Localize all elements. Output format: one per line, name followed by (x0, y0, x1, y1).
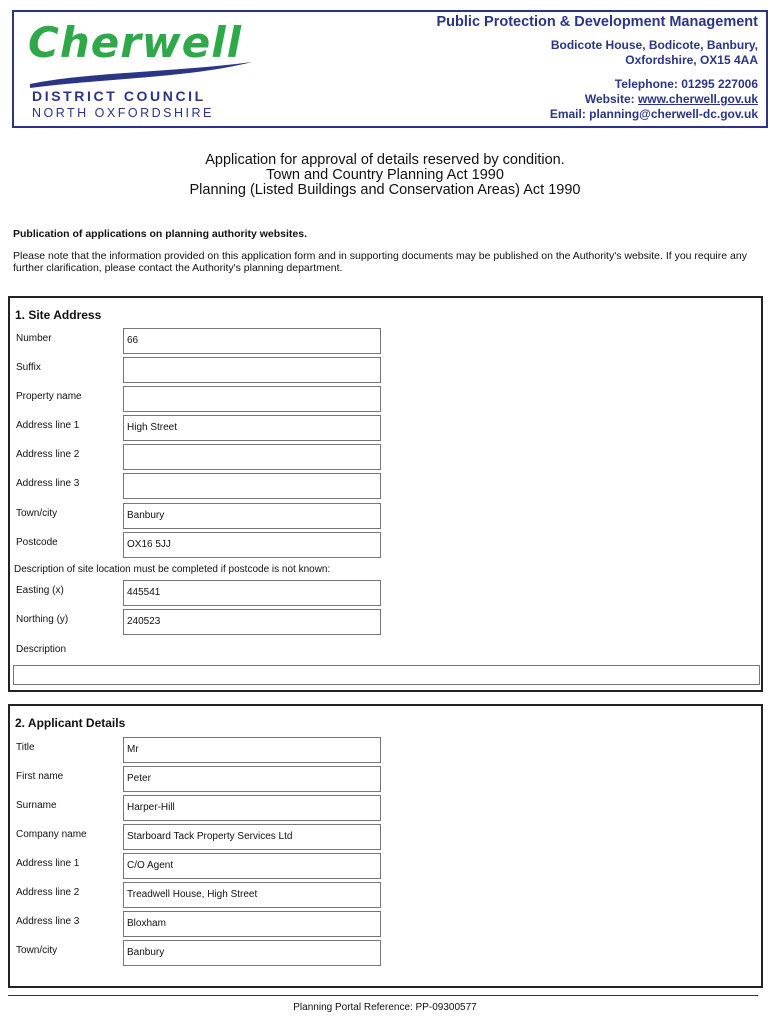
field-row (10, 766, 761, 792)
field-label: First name (16, 771, 64, 782)
field-label: Northing (y) (16, 614, 69, 625)
field-label: Address line 1 (16, 420, 80, 431)
property-name-field[interactable] (123, 386, 381, 412)
field-label: Address line 3 (16, 478, 80, 489)
field-label: Address line 2 (16, 449, 80, 460)
applicant-details-section (8, 704, 763, 988)
field-label: Postcode (16, 537, 58, 548)
field-row (10, 824, 761, 850)
field-label: Company name (16, 829, 87, 840)
company-name-field[interactable]: Starboard Tack Property Services Ltd (123, 824, 381, 850)
title-line-2: Town and Country Planning Act 1990 (266, 167, 504, 183)
document-title (0, 153, 770, 198)
address-line-1-field[interactable]: High Street (123, 415, 381, 441)
applicant-address-line-3-field[interactable]: Bloxham (123, 911, 381, 937)
field-label: Address line 3 (16, 916, 80, 927)
description-field[interactable] (13, 665, 760, 685)
field-row (10, 609, 761, 635)
address-line-3-field[interactable] (123, 473, 381, 499)
cherwell-logo: Cherwell (28, 18, 243, 67)
field-row (10, 415, 761, 441)
field-row (10, 911, 761, 937)
field-label: Town/city (16, 945, 58, 956)
easting-field[interactable]: 445541 (123, 580, 381, 606)
publication-text: Please note that the information provided on this application form and in supporting documents may be published on the Authority's website. If you require any further clarification, please contact the Authority's planning department. (13, 250, 747, 274)
section-title: 2. Applicant Details (15, 716, 126, 730)
applicant-address-line-2-field[interactable]: Treadwell House, High Street (123, 882, 381, 908)
field-label: Address line 2 (16, 887, 80, 898)
field-row (10, 444, 761, 470)
field-label: Town/city (16, 508, 58, 519)
applicant-town-city-field[interactable]: Banbury (123, 940, 381, 966)
letterhead (12, 10, 768, 128)
field-row (10, 580, 761, 606)
field-label: Title (16, 742, 35, 753)
first-name-field[interactable]: Peter (123, 766, 381, 792)
northing-field[interactable]: 240523 (123, 609, 381, 635)
address-line-2-field[interactable] (123, 444, 381, 470)
department-name: Public Protection & Development Management (436, 14, 758, 30)
website-line (437, 92, 758, 107)
field-label: Suffix (16, 362, 41, 373)
logo-district-council: DISTRICT COUNCIL (32, 88, 206, 104)
number-field[interactable]: 66 (123, 328, 381, 354)
field-row (10, 853, 761, 879)
title-field[interactable]: Mr (123, 737, 381, 763)
website-link[interactable]: www.cherwell.gov.uk (637, 92, 758, 106)
town-city-field[interactable]: Banbury (123, 503, 381, 529)
field-row (10, 503, 761, 529)
telephone: Telephone: 01295 227006 (614, 77, 758, 91)
location-note: Description of site location must be completed if postcode is not known: (14, 564, 331, 575)
field-row (10, 386, 761, 412)
field-row (10, 882, 761, 908)
contact-block (437, 14, 758, 122)
field-row (10, 795, 761, 821)
field-label: Property name (16, 391, 82, 402)
logo-north-oxfordshire: NORTH OXFORDSHIRE (32, 106, 214, 120)
field-label: Easting (x) (16, 585, 64, 596)
title-line-3: Planning (Listed Buildings and Conservation Areas) Act 1990 (189, 182, 581, 198)
field-row (10, 532, 761, 558)
field-row (10, 473, 761, 499)
portal-reference: Planning Portal Reference: PP-09300577 (293, 1002, 477, 1013)
address-line-2: Oxfordshire, OX15 4AA (625, 53, 758, 67)
field-label: Surname (16, 800, 57, 811)
publication-heading: Publication of applications on planning authority websites. (13, 228, 308, 240)
description-label: Description (16, 644, 67, 655)
field-row (10, 940, 761, 966)
site-address-section (8, 296, 763, 692)
website-label: Website: (584, 92, 638, 106)
postcode-field[interactable]: OX16 5JJ (123, 532, 381, 558)
field-label: Address line 1 (16, 858, 80, 869)
field-row (10, 737, 761, 763)
address-line-1: Bodicote House, Bodicote, Banbury, (550, 38, 758, 52)
email: Email: planning@cherwell-dc.gov.uk (549, 107, 758, 121)
field-row (10, 357, 761, 383)
field-label: Number (16, 333, 52, 344)
section-title: 1. Site Address (15, 308, 102, 322)
suffix-field[interactable] (123, 357, 381, 383)
title-line-1: Application for approval of details reserved by condition. (205, 152, 565, 168)
footer-divider (8, 995, 758, 996)
applicant-address-line-1-field[interactable]: C/O Agent (123, 853, 381, 879)
field-row (10, 328, 761, 354)
surname-field[interactable]: Harper-Hill (123, 795, 381, 821)
